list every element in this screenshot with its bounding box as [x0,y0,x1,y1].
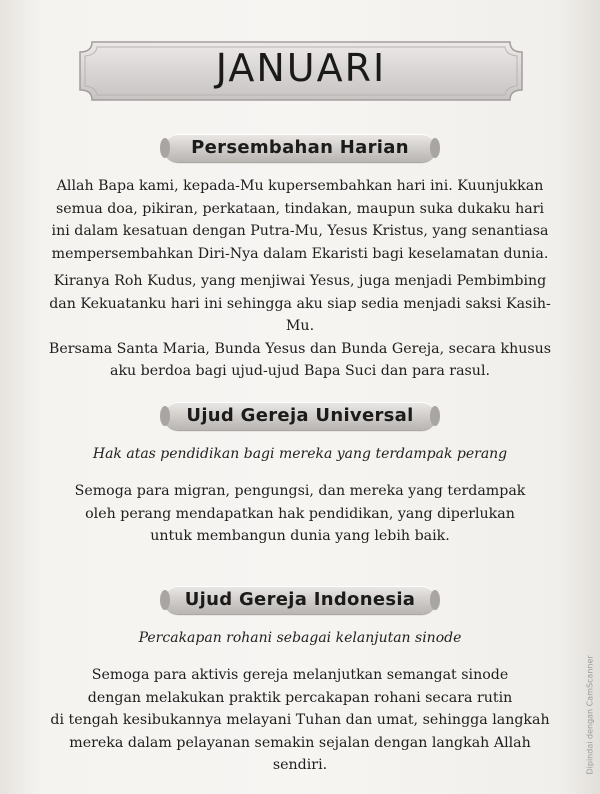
section-heading-daily-offering [164,134,436,162]
text-line: ini dalam kesatuan dengan Putra-Mu, Yesus Kristus, yang senantiasa [51,223,549,240]
month-title: JANUARI [215,46,387,90]
text-line: di tengah kesibukannya melayani Tuhan dan umat, sehingga langkah [50,712,550,729]
section-heading-universal [164,402,436,430]
text-line: Allah Bapa kami, kepada-Mu kupersembahkan hari ini. Kuunjukkan [56,178,544,194]
text-line: Kiranya Roh Kudus, yang menjiwai Yesus, juga menjadi Pembimbing [53,273,547,289]
universal-intention [40,480,560,548]
indonesia-subtitle: Percakapan rohani sebagai kelanjutan sinode [138,630,462,646]
daily-offering-heading-label: Persembahan Harian [191,137,409,158]
text-line: dengan melakukan praktik percakapan rohani secara rutin [87,689,513,706]
universal-heading-label: Ujud Gereja Universal [186,405,414,426]
text-line: oleh perang mendapatkan hak pendidikan, yang diperlukan [85,505,515,522]
scanner-watermark-text: Dipindai dengan CamScanner [585,655,595,775]
scanner-watermark [584,655,596,786]
indonesia-intention [40,664,560,777]
text-line: Semoga para aktivis gereja melanjutkan semangat sinode [91,667,509,683]
month-banner [78,40,524,102]
section-heading-indonesia [164,586,436,614]
text-line: semua doa, pikiran, perkataan, tindakan, maupun suka dukaku hari [55,200,545,217]
daily-offering-paragraph-1 [40,175,560,265]
text-line: untuk membangun dunia yang lebih baik. [150,528,450,545]
text-line: mempersembahkan Diri-Nya dalam Ekaristi bagi keselamatan dunia. [51,245,549,262]
text-line: Bersama Santa Maria, Bunda Yesus dan Bunda Gereja, secara khusus [48,340,552,357]
text-line: dan Kekuatanku hari ini sehingga aku siap sedia menjadi saksi Kasih-Mu. [49,295,551,335]
daily-offering-paragraph-2 [40,270,560,383]
text-line: mereka dalam pelayanan semakin sejalan dengan langkah Allah sendiri. [69,734,531,774]
indonesia-heading-label: Ujud Gereja Indonesia [184,589,416,610]
universal-subtitle: Hak atas pendidikan bagi mereka yang terdampak perang [92,446,508,462]
text-line: Semoga para migran, pengungsi, dan mereka yang terdampak [74,483,526,499]
text-line: aku berdoa bagi ujud-ujud Bapa Suci dan para rasul. [109,363,490,380]
